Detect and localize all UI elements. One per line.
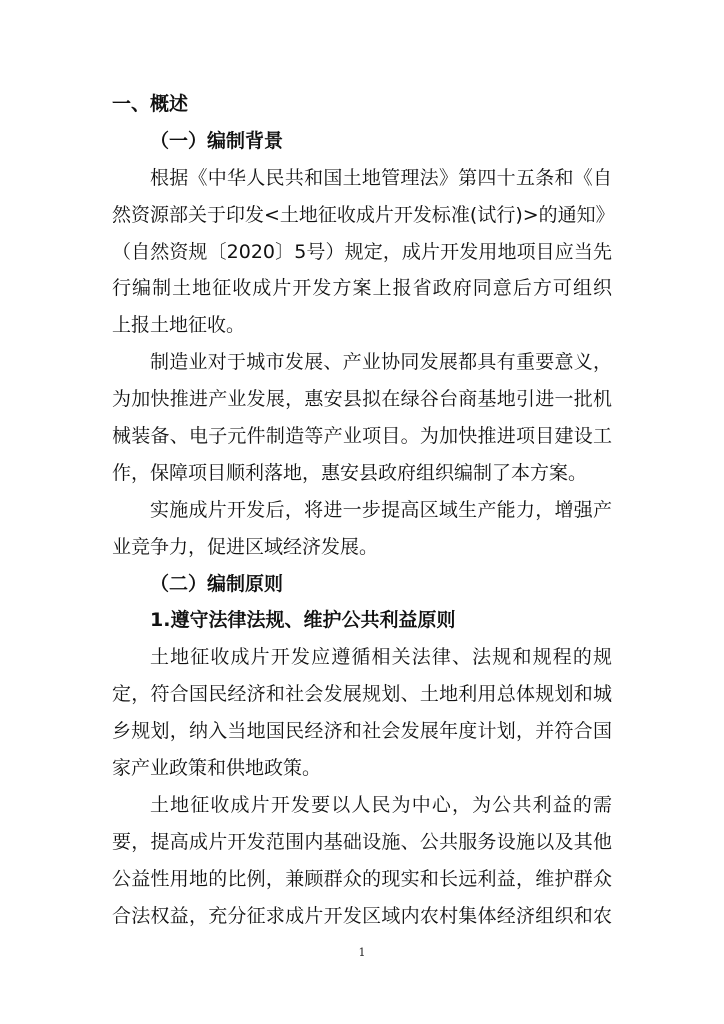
paragraph-line: 要，提高成片开发范围内基础设施、公共服务设施以及其他 [112, 830, 612, 853]
subsection-heading: （一）编制背景 [150, 129, 284, 152]
paragraph-line: 作，保障项目顺利落地，惠安县政府组织编制了本方案。 [112, 461, 588, 484]
paragraph-line: 公益性用地的比例，兼顾群众的现实和长远利益，维护群众 [112, 867, 612, 890]
subsection-heading: （二）编制原则 [150, 572, 284, 595]
paragraph-line: 土地征收成片开发要以人民为中心，为公共利益的需 [150, 793, 612, 816]
paragraph-line: 定，符合国民经济和社会发展规划、土地利用总体规划和城 [112, 683, 612, 706]
paragraph-line: 乡规划，纳入当地国民经济和社会发展年度计划，并符合国 [112, 720, 612, 743]
paragraph-line: 合法权益，充分征求成片开发区域内农村集体经济组织和农 [112, 904, 612, 927]
section-heading: 一、概述 [112, 93, 189, 115]
paragraph-line: 土地征收成片开发应遵循相关法律、法规和规程的规 [150, 646, 612, 669]
paragraph-line: 上报土地征收。 [112, 314, 246, 337]
paragraph-line: 行编制土地征收成片开发方案上报省政府同意后方可组织 [112, 277, 612, 300]
paragraph-line: 然资源部关于印发<土地征收成片开发标准(试行)>的通知》 [112, 203, 615, 226]
page-number: 1 [358, 946, 366, 959]
paragraph-line: 业竞争力，促进区域经济发展。 [112, 535, 379, 558]
paragraph-line: （自然资规〔2020〕5号）规定，成片开发用地项目应当先 [112, 240, 612, 263]
paragraph-line: 家产业政策和供地政策。 [112, 757, 322, 780]
paragraph-line: 械装备、电子元件制造等产业项目。为加快推进项目建设工 [112, 425, 612, 448]
paragraph-line: 制造业对于城市发展、产业协同发展都具有重要意义， [150, 351, 612, 374]
document-body [112, 86, 615, 934]
principle-heading: 1.遵守法律法规、维护公共利益原则 [150, 609, 456, 632]
paragraph-line: 为加快推进产业发展，惠安县拟在绿谷台商基地引进一批机 [112, 388, 612, 411]
paragraph-line: 实施成片开发后，将进一步提高区域生产能力，增强产 [150, 498, 612, 521]
paragraph-line: 根据《中华人民共和国土地管理法》第四十五条和《自 [150, 166, 612, 189]
